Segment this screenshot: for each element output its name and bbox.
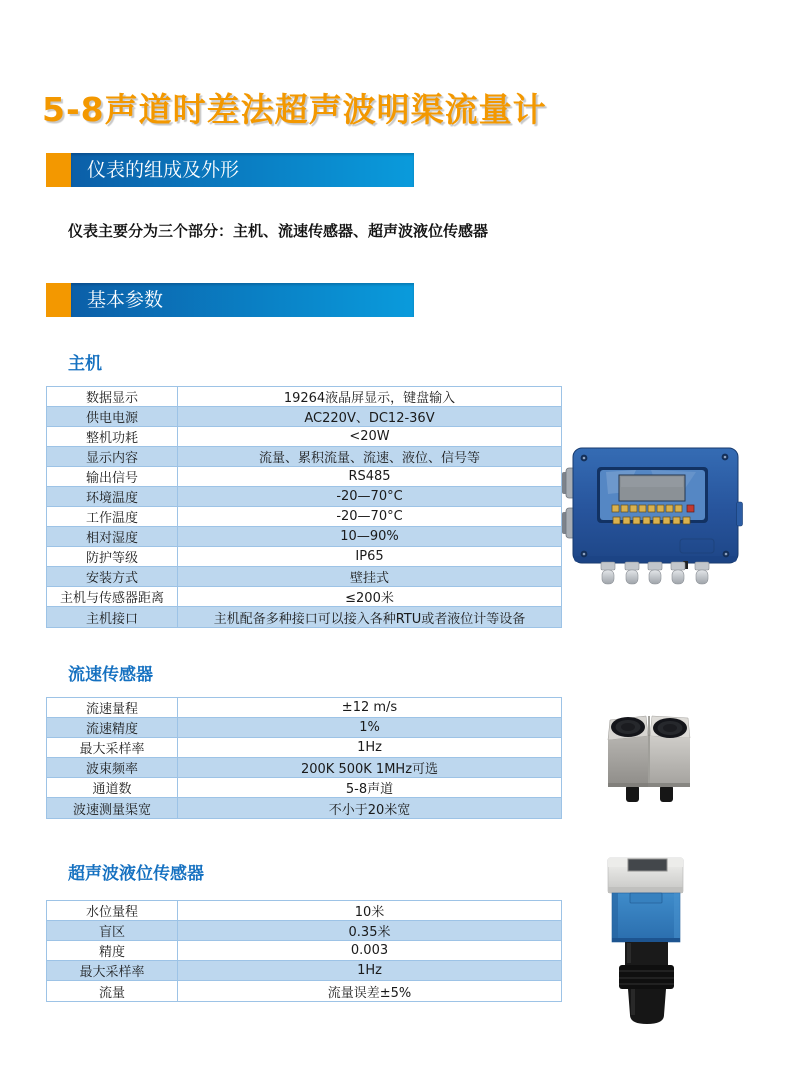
- spec-value: 主机配备多种接口可以接入各种RTU或者液位计等设备: [213, 611, 526, 627]
- table-row: [47, 547, 561, 567]
- spec-label: 防护等级: [47, 547, 178, 566]
- spec-value: 1Hz: [357, 740, 382, 755]
- spec-label: 盲区: [47, 921, 178, 940]
- spec-label: 工作温度: [47, 507, 178, 526]
- heading-accent-block: [46, 283, 71, 317]
- spec-label: 显示内容: [47, 447, 178, 466]
- spec-value: 0.35米: [348, 925, 391, 940]
- main-unit-spec-table: [46, 386, 562, 628]
- spec-label: 流速量程: [47, 698, 178, 717]
- spec-label: 主机接口: [47, 607, 178, 627]
- spec-value: 19264液晶屏显示，键盘输入: [283, 391, 456, 406]
- table-row: [47, 427, 561, 447]
- subsection-title-level-sensor: 超声波液位传感器: [68, 864, 204, 884]
- section-header-label: 仪表的组成及外形: [71, 153, 414, 187]
- table-row: [47, 567, 561, 587]
- spec-label: 环境温度: [47, 487, 178, 506]
- spec-value: RS485: [348, 469, 391, 484]
- main-unit-photo: [556, 432, 766, 604]
- spec-value: -20—70°C: [336, 509, 403, 524]
- heading-accent-block: [46, 153, 71, 187]
- spec-value: 10米: [354, 905, 385, 920]
- spec-value: 5-8声道: [345, 782, 394, 797]
- spec-value: IP65: [355, 549, 384, 564]
- spec-value: 流量误差±5%: [327, 985, 412, 1001]
- main-unit-illustration: [556, 432, 766, 600]
- table-row: [47, 487, 561, 507]
- table-row: [47, 698, 561, 718]
- table-row: [47, 778, 561, 798]
- spec-value: 1Hz: [357, 963, 382, 978]
- spec-value: 不小于20米宽: [328, 802, 411, 818]
- spec-label: 数据显示: [47, 387, 178, 406]
- spec-label: 水位量程: [47, 901, 178, 920]
- level-sensor-photo: [586, 843, 726, 1047]
- spec-value: 1%: [359, 720, 380, 735]
- table-row: [47, 507, 561, 527]
- spec-value: 10—90%: [340, 529, 399, 544]
- table-row: [47, 738, 561, 758]
- section-header-basic-params: [46, 283, 414, 317]
- spec-label: 波速测量渠宽: [47, 798, 178, 818]
- spec-label: 流速精度: [47, 718, 178, 737]
- spec-label: 最大采样率: [47, 961, 178, 980]
- spec-value: ≤200米: [345, 591, 394, 606]
- table-row: [47, 447, 561, 467]
- spec-label: 波束频率: [47, 758, 178, 777]
- spec-label: 供电电源: [47, 407, 178, 426]
- composition-intro-text: 仪表主要分为三个部分：主机、流速传感器、超声波液位传感器: [68, 222, 489, 240]
- table-row: [47, 467, 561, 487]
- table-row: [47, 941, 561, 961]
- spec-label: 主机与传感器距离: [47, 587, 178, 606]
- spec-label: 最大采样率: [47, 738, 178, 757]
- table-row: [47, 798, 561, 818]
- velocity-sensor-spec-table: [46, 697, 562, 819]
- subsection-title-velocity-sensor: 流速传感器: [68, 665, 153, 685]
- page-title: 5-8声道时差法超声波明渠流量计: [42, 90, 547, 129]
- spec-value: AC220V、DC12-36V: [304, 411, 435, 426]
- table-row: [47, 387, 561, 407]
- spec-value: 壁挂式: [349, 571, 389, 586]
- spec-label: 输出信号: [47, 467, 178, 486]
- velocity-sensor-illustration: [590, 690, 730, 815]
- spec-label: 相对湿度: [47, 527, 178, 546]
- subsection-title-main-unit: 主机: [68, 354, 102, 374]
- table-row: [47, 961, 561, 981]
- spec-value: <20W: [349, 429, 390, 444]
- table-row: [47, 718, 561, 738]
- spec-value: ±12 m/s: [341, 700, 398, 715]
- spec-value: 200K 500K 1MHz可选: [300, 762, 439, 777]
- table-row: [47, 901, 561, 921]
- section-header-label: 基本参数: [71, 283, 414, 317]
- spec-value: 0.003: [350, 943, 389, 958]
- table-row: [47, 527, 561, 547]
- section-header-composition: [46, 153, 414, 187]
- velocity-sensor-photo: [590, 690, 730, 819]
- spec-label: 精度: [47, 941, 178, 960]
- spec-label: 流量: [47, 981, 178, 1001]
- spec-label: 安装方式: [47, 567, 178, 586]
- table-row: [47, 758, 561, 778]
- table-row: [47, 407, 561, 427]
- level-sensor-illustration: [586, 843, 726, 1043]
- spec-value: 流量、累积流量、流速、液位、信号等: [258, 451, 480, 466]
- table-row: [47, 981, 561, 1001]
- spec-label: 整机功耗: [47, 427, 178, 446]
- table-row: [47, 587, 561, 607]
- level-sensor-spec-table: [46, 900, 562, 1002]
- table-row: [47, 607, 561, 627]
- spec-label: 通道数: [47, 778, 178, 797]
- spec-value: -20—70°C: [336, 489, 403, 504]
- table-row: [47, 921, 561, 941]
